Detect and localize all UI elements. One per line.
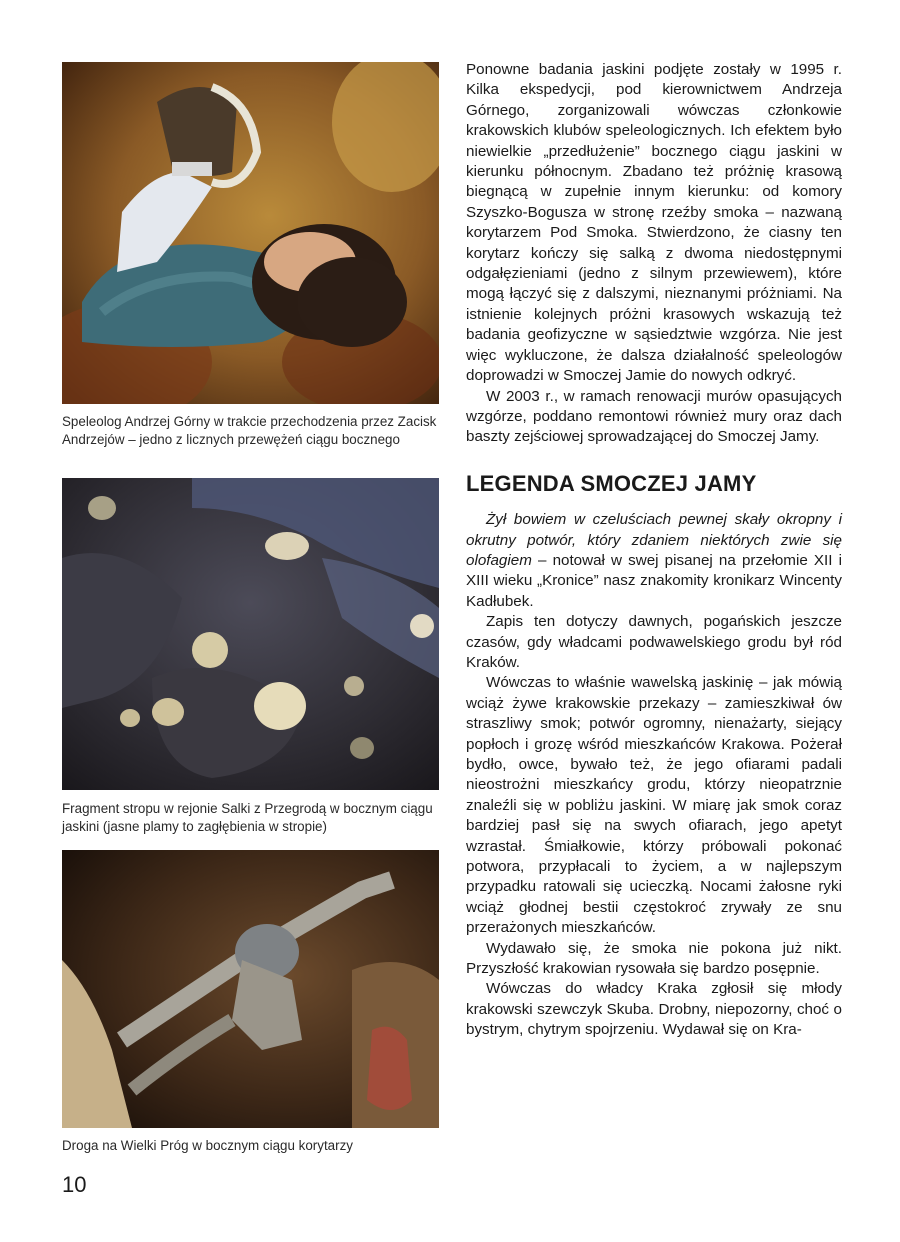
section-heading: LEGENDA SMOCZEJ JAMY xyxy=(466,470,757,496)
paragraph: Wydawało się, że smoka nie pokona już nikt. Przyszłość krakowian rysowała się bardzo posępnie. xyxy=(466,939,842,978)
quote-attribution: – notował w swej pisanej na przełomie XII i XIII wieku „Kronice” nasz znakomity kronikarz Wincenty Kadłubek. xyxy=(466,551,842,610)
kadlubek-quote: Żył bowiem w czeluściach pewnej skały okropny i okrutny potwór, który zdaniem niektórych zwie się olofagiem xyxy=(466,511,842,569)
paragraph: Wówczas to właśnie wawelską jaskinię – jak mówią wciąż żywe krakowskie przekazy – zamieszkiwał ów straszliwy smok; potwór ogromny, nienażarty, siejący popłoch i grozę wśród mieszkańców Krakowa. Pożerał bydło, owce, bywało też, że jego ofiarami padali nieostrożni mieszkańcy grodu, którzy nieopatrznie znaleźli się w pobliżu jaskini. W miarę jak smok coraz bardziej pasł się na swych ofiarach, jego apetyt wzrastał. Śmiałkowie, którzy próbowali pokonać potwora, przypłacali to życiem, a w najlepszym przypadku ratowali się ucieczką. Nocami żałosne ryki wciąż głodnej bestii częstokroć zrywały ze snu przerażonych mieszkańców. xyxy=(466,674,842,937)
paragraph: Ponowne badania jaskini podjęte zostały w 1995 r. Kilka ekspedycji, pod kierownictwem Andrzeja Górnego, zorganizowali wówczas członkowie krakowskich klubów speleologicznych. Ich efektem było niewielkie „przedłużenie” bocznego ciągu jaskini w kierunku północnym. Zbadano też próżnię krasową biegnącą w zupełnie innym kierunku: od komory Szyszko-Bogusza w stronę rzeźby smoka – nazwaną korytarzem Pod Smoka. Stwierdzono, że ciasny ten korytarz kończy się salką z dwoma niedostępnymi odgałęzieniami (jedno z silnym przewiewem), które mogą łączyć się z dalszymi, nieznanymi próżniami. Na istnienie kolejnych próżni krasowych wskazują też badania geofizyczne w sąsiedztwie wzgórza. Nie jest więc wykluczone, że dalsza działalność speleologów doprowadzi w Smoczej Jamie do nowych odkryć. xyxy=(466,61,842,385)
photo-caver-squeeze xyxy=(62,62,439,404)
paragraph-quote xyxy=(466,510,842,612)
article-column xyxy=(466,60,842,1041)
paragraph: W 2003 r., w ramach renowacji murów opasujących wzgórze, poddano remontowi również mury oraz dach baszty zejściowej sprowadzającej do Smoczej Jamy. xyxy=(466,387,842,446)
page-number: 10 xyxy=(62,1172,87,1197)
photo-caption: Speleolog Andrzej Górny w trakcie przechodzenia przez Zacisk Andrzejów – jedno z licznych przewężeń ciągu bocznego xyxy=(62,414,437,447)
photo-cave-ceiling xyxy=(62,478,439,790)
paragraph: Wówczas do władcy Kraka zgłosił się młody krakowski szewczyk Skuba. Drobny, niepozorny, choć o bystrym, chytrym spojrzeniu. Wydawał się on Kra- xyxy=(466,980,842,1039)
paragraph: Zapis ten dotyczy dawnych, pogańskich jeszcze czasów, gdy władcami podwawelskiego grodu był ród Kraków. xyxy=(466,613,842,671)
photo-caption: Droga na Wielki Próg w bocznym ciągu korytarzy xyxy=(62,1138,353,1153)
photo-caption: Fragment stropu w rejonie Salki z Przegrodą w bocznym ciągu jaskini (jasne plamy to zagłębienia w stropie) xyxy=(62,801,433,834)
photo-cave-corridor xyxy=(62,850,439,1128)
